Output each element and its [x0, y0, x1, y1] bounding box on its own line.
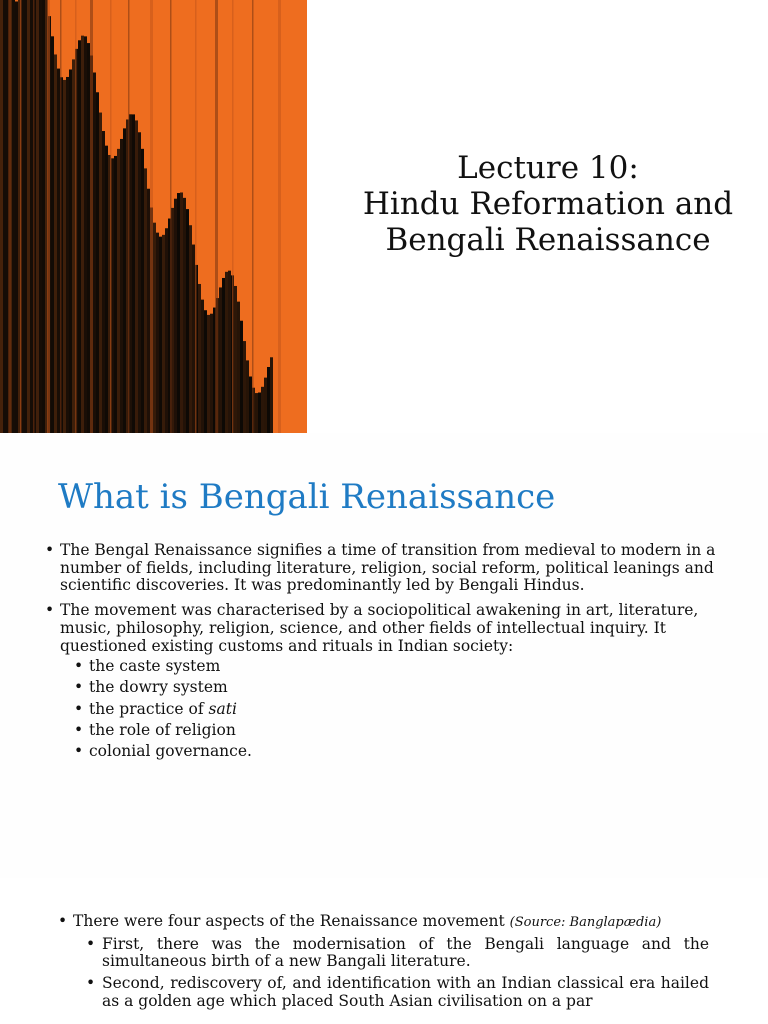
sub-bullet-item: • the caste system [74, 658, 743, 676]
sub-bullet-list [60, 658, 743, 761]
sati-term: sati [208, 699, 237, 718]
bullet-item [45, 542, 743, 595]
title-slide [0, 0, 768, 433]
bullet-item [45, 602, 743, 761]
source-citation: (Source: Banglapædia) [509, 915, 662, 930]
bullet-list [45, 542, 743, 768]
bullet-text: The Bengal Renaissance signifies a time of transition from medieval to modern in a number of fields, including literature, religion, social reform, political leanings and scientific discoveries. It was predominantly led by Bengali Hindus. [60, 541, 716, 595]
bullet-text: There were four aspects of the Renaissance movement [73, 912, 510, 930]
sub-bullet-item: • the role of religion [74, 722, 743, 740]
aspects-bullet-list [58, 913, 709, 1015]
content-slide-what-is [0, 433, 768, 878]
sub-bullet-item: • Second, rediscovery of, and identification with an Indian classical era hailed as a golden age which placed South Asian civilisation on a par [86, 975, 709, 1010]
title-line-3: Bengali Renaissance [385, 222, 711, 258]
sub-bullet-item: • the dowry system [74, 679, 743, 697]
title-line-2: Hindu Reformation and [362, 186, 734, 222]
sub-bullet-item: • First, there was the modernisation of the Bengali language and the simultaneous birth of a new Bangali literature. [86, 936, 709, 971]
lecture-title [340, 150, 756, 258]
content-slide-aspects [0, 878, 768, 1024]
sub-bullet-list [73, 936, 709, 1011]
sub-bullet-item [74, 701, 743, 719]
title-line-1: Lecture 10: [457, 150, 639, 186]
bullet-text: The movement was characterised by a sociopolitical awakening in art, literature, music, philosophy, religion, science, and other fields of intellectual inquiry. It questioned existing customs and rituals in Indian society: [60, 601, 699, 655]
slide-heading: What is Bengali Renaissance [58, 477, 556, 517]
bullet-item [58, 913, 709, 1011]
decorative-stripes-image [0, 0, 307, 433]
sub-bullet-item: • colonial governance. [74, 743, 743, 761]
sub-bullet-text: the practice of [89, 699, 209, 718]
